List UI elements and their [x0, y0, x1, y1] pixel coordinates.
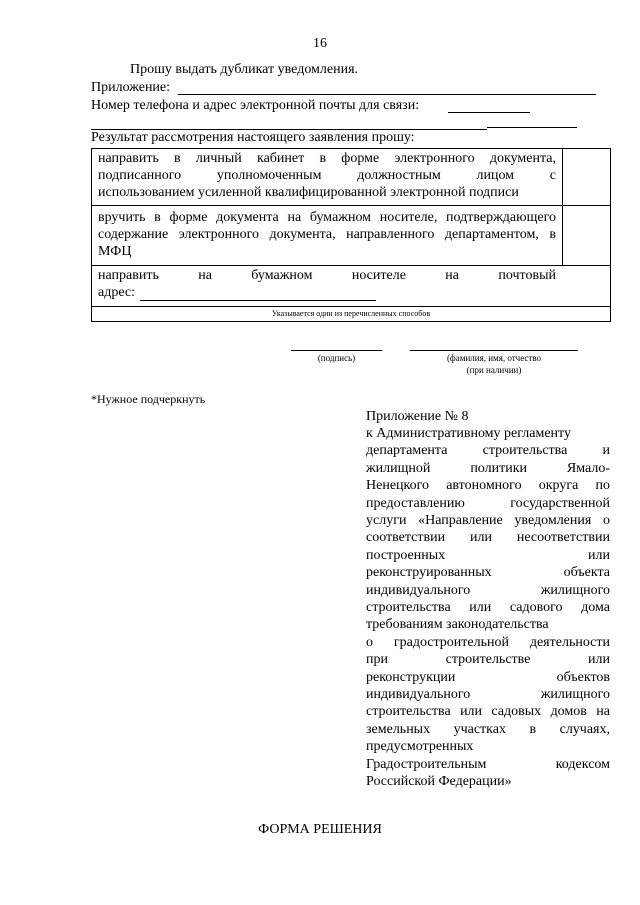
- appendix-line: о градостроительной деятельности: [366, 634, 610, 650]
- appendix-line: при строительстве или: [366, 652, 610, 668]
- option-3-line-2: адрес:: [98, 285, 136, 300]
- option-1-line-1: направить в личный кабинет в форме электронного документа,: [98, 151, 556, 166]
- appendix-line: Ненецкого автономного округа по: [366, 478, 610, 494]
- appendix-line: индивидуального жилищного: [366, 582, 610, 598]
- option-2-line-2: содержание электронного документа, направленного департаментом, в: [98, 227, 556, 242]
- row-divider: [92, 306, 610, 307]
- appendix-line: строительства или садовых домов на: [366, 704, 610, 720]
- signature-field[interactable]: [291, 350, 382, 351]
- options-note: Указывается один из перечисленных способов: [271, 309, 431, 318]
- appendix-line: требованиям законодательства: [366, 617, 549, 633]
- option-2-line-3: МФЦ: [98, 244, 132, 259]
- option-2-line-1: вручить в форме документа на бумажном носителе, подтверждающего: [98, 210, 556, 225]
- appendix-line: департамента строительства и: [366, 443, 610, 459]
- form-title: ФОРМА РЕШЕНИЯ: [258, 822, 382, 837]
- name-caption-2: (при наличии): [466, 365, 522, 375]
- result-label: Результат рассмотрения настоящего заявления прошу:: [91, 130, 415, 145]
- full-name-field[interactable]: [410, 350, 578, 351]
- appendix-line: построенных или: [366, 547, 610, 563]
- appendix-title: Приложение № 8: [366, 409, 469, 424]
- option-2-checkbox[interactable]: [563, 206, 610, 265]
- contact-field[interactable]: [448, 112, 530, 113]
- option-1-line-3: использованием усиленной квалифицированной электронной подписи: [98, 185, 519, 200]
- option-1-line-2: подписанного уполномоченным должностным лицом с: [98, 168, 556, 183]
- appendix-line: предоставлению государственной: [366, 495, 610, 511]
- postal-address-field[interactable]: [140, 300, 376, 301]
- appendix-line: индивидуального жилищного: [366, 687, 610, 702]
- page-number: 16: [313, 36, 327, 51]
- appendix-line: реконструкции объектов: [366, 669, 610, 685]
- appendix-line: Российской Федерации»: [366, 774, 512, 789]
- appendix-line: Градостроительным кодексом: [366, 756, 610, 772]
- delivery-options-table: [91, 148, 611, 322]
- blank-line-short: [487, 127, 577, 128]
- footnote: *Нужное подчеркнуть: [91, 392, 206, 406]
- appendix-line: жилищной политики Ямало-: [366, 460, 610, 476]
- request-line: Прошу выдать дубликат уведомления.: [130, 62, 359, 77]
- appendix-line: предусмотренных: [366, 739, 474, 755]
- row-divider: [92, 265, 610, 266]
- appendix-line: реконструированных объекта: [366, 565, 610, 581]
- attachment-label: Приложение:: [91, 80, 171, 95]
- attachment-field[interactable]: [178, 94, 596, 95]
- appendix-line: к Административному регламенту: [366, 426, 571, 441]
- appendix-line: услуги «Направление уведомления о: [366, 513, 610, 528]
- option-3-checkbox[interactable]: [563, 266, 610, 306]
- name-caption-1: (фамилия, имя, отчество: [446, 353, 542, 363]
- appendix-line: соответствии или несоответствии: [366, 530, 610, 546]
- appendix-line: земельных участках в случаях,: [366, 721, 610, 737]
- signature-caption: (подпись): [317, 353, 356, 363]
- contact-label: Номер телефона и адрес электронной почты для связи:: [91, 98, 420, 113]
- option-1-checkbox[interactable]: [563, 149, 610, 205]
- appendix-line: строительства или садового дома: [366, 600, 610, 615]
- row-divider: [92, 205, 610, 206]
- option-3-line-1: направить на бумажном носителе на почтовый: [98, 268, 556, 283]
